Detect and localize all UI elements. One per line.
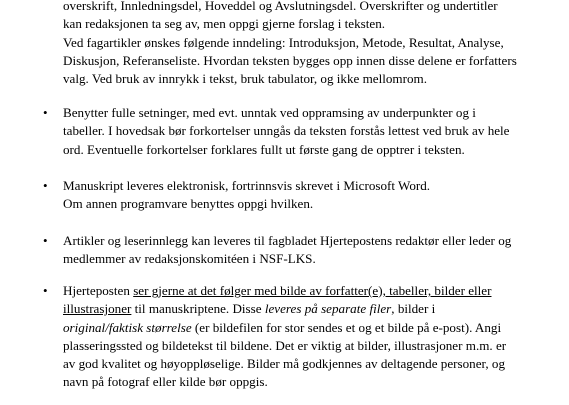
italic-text: original/faktisk størrelse xyxy=(63,319,192,335)
text-line: Om annen programvare benyttes oppgi hvilken. xyxy=(63,196,314,212)
text-line: navn på fotograf eller kilde bør oppgis. xyxy=(63,374,268,390)
text-line: Manuskript leveres elektronisk, fortrinnsvis skrevet i Microsoft Word. xyxy=(63,178,431,193)
bullet-icon: • xyxy=(43,283,48,298)
text-span: til manuskriptene. Disse xyxy=(131,301,265,317)
bullet-text xyxy=(63,104,563,159)
italic-text: leveres på separate filer xyxy=(264,301,392,317)
text-line xyxy=(63,300,563,318)
text-line: plasseringssted og bildetekst til bildene. Det er viktig at bilder, illustrasjoner m.m. er xyxy=(63,337,507,353)
bullet-text xyxy=(63,177,563,214)
text-span: Hjerteposten xyxy=(63,283,134,298)
intro-paragraph xyxy=(63,0,563,88)
underlined-text: illustrasjoner xyxy=(63,301,132,317)
text-line: Diskusjon, Referanseliste. Hvordan teksten bygges opp innen disse delene er forfatters xyxy=(63,52,517,68)
text-line: Benytter fulle setninger, med evt. unntak ved oppramsing av underpunkter og i xyxy=(63,105,476,120)
text-line: tabeller. I hovedsak bør forkortelser unngås da teksten forstås lettest ved bruk av hele xyxy=(63,123,510,139)
bullet-icon: • xyxy=(43,178,48,193)
bullet-icon: • xyxy=(43,233,48,248)
bullet-text xyxy=(63,232,563,269)
text-line: av god kvalitet og høyoppløselige. Bilder må godkjennes av deltagende personer, og xyxy=(63,356,506,372)
text-line: overskrift, Innledningsdel, Hoveddel og Avslutningsdel. Overskrifter og undertitler xyxy=(63,0,498,13)
text-span: , bilder i xyxy=(391,301,436,317)
text-line xyxy=(63,319,563,337)
text-line: ord. Eventuelle forkortelser forklares fullt ut første gang de opptrer i teksten. xyxy=(63,141,465,157)
text-line: Ved fagartikler ønskes følgende inndeling: Introduksjon, Metode, Resultat, Analyse, xyxy=(63,34,504,50)
text-line xyxy=(63,282,563,300)
text-line: Artikler og leserinnlegg kan leveres til fagbladet Hjertepostens redaktør eller leder og xyxy=(63,233,512,248)
underlined-text: ser gjerne at det følger med bilde av forfatter(e), tabeller, bilder eller xyxy=(133,283,492,298)
bullet-icon: • xyxy=(43,105,48,120)
text-line: valg. Ved bruk av innrykk i tekst, bruk tabulator, og ikke mellomrom. xyxy=(63,71,427,87)
text-line: medlemmer av redaksjonskomitéen i NSF-LKS. xyxy=(63,251,316,267)
text-line: kan redaksjonen ta seg av, men oppgi gjerne forslag i teksten. xyxy=(63,16,386,32)
text-span: (er bildefilen for stor sendes et og et bilde på e-post). Angi xyxy=(191,319,502,335)
bullet-text xyxy=(63,282,563,392)
